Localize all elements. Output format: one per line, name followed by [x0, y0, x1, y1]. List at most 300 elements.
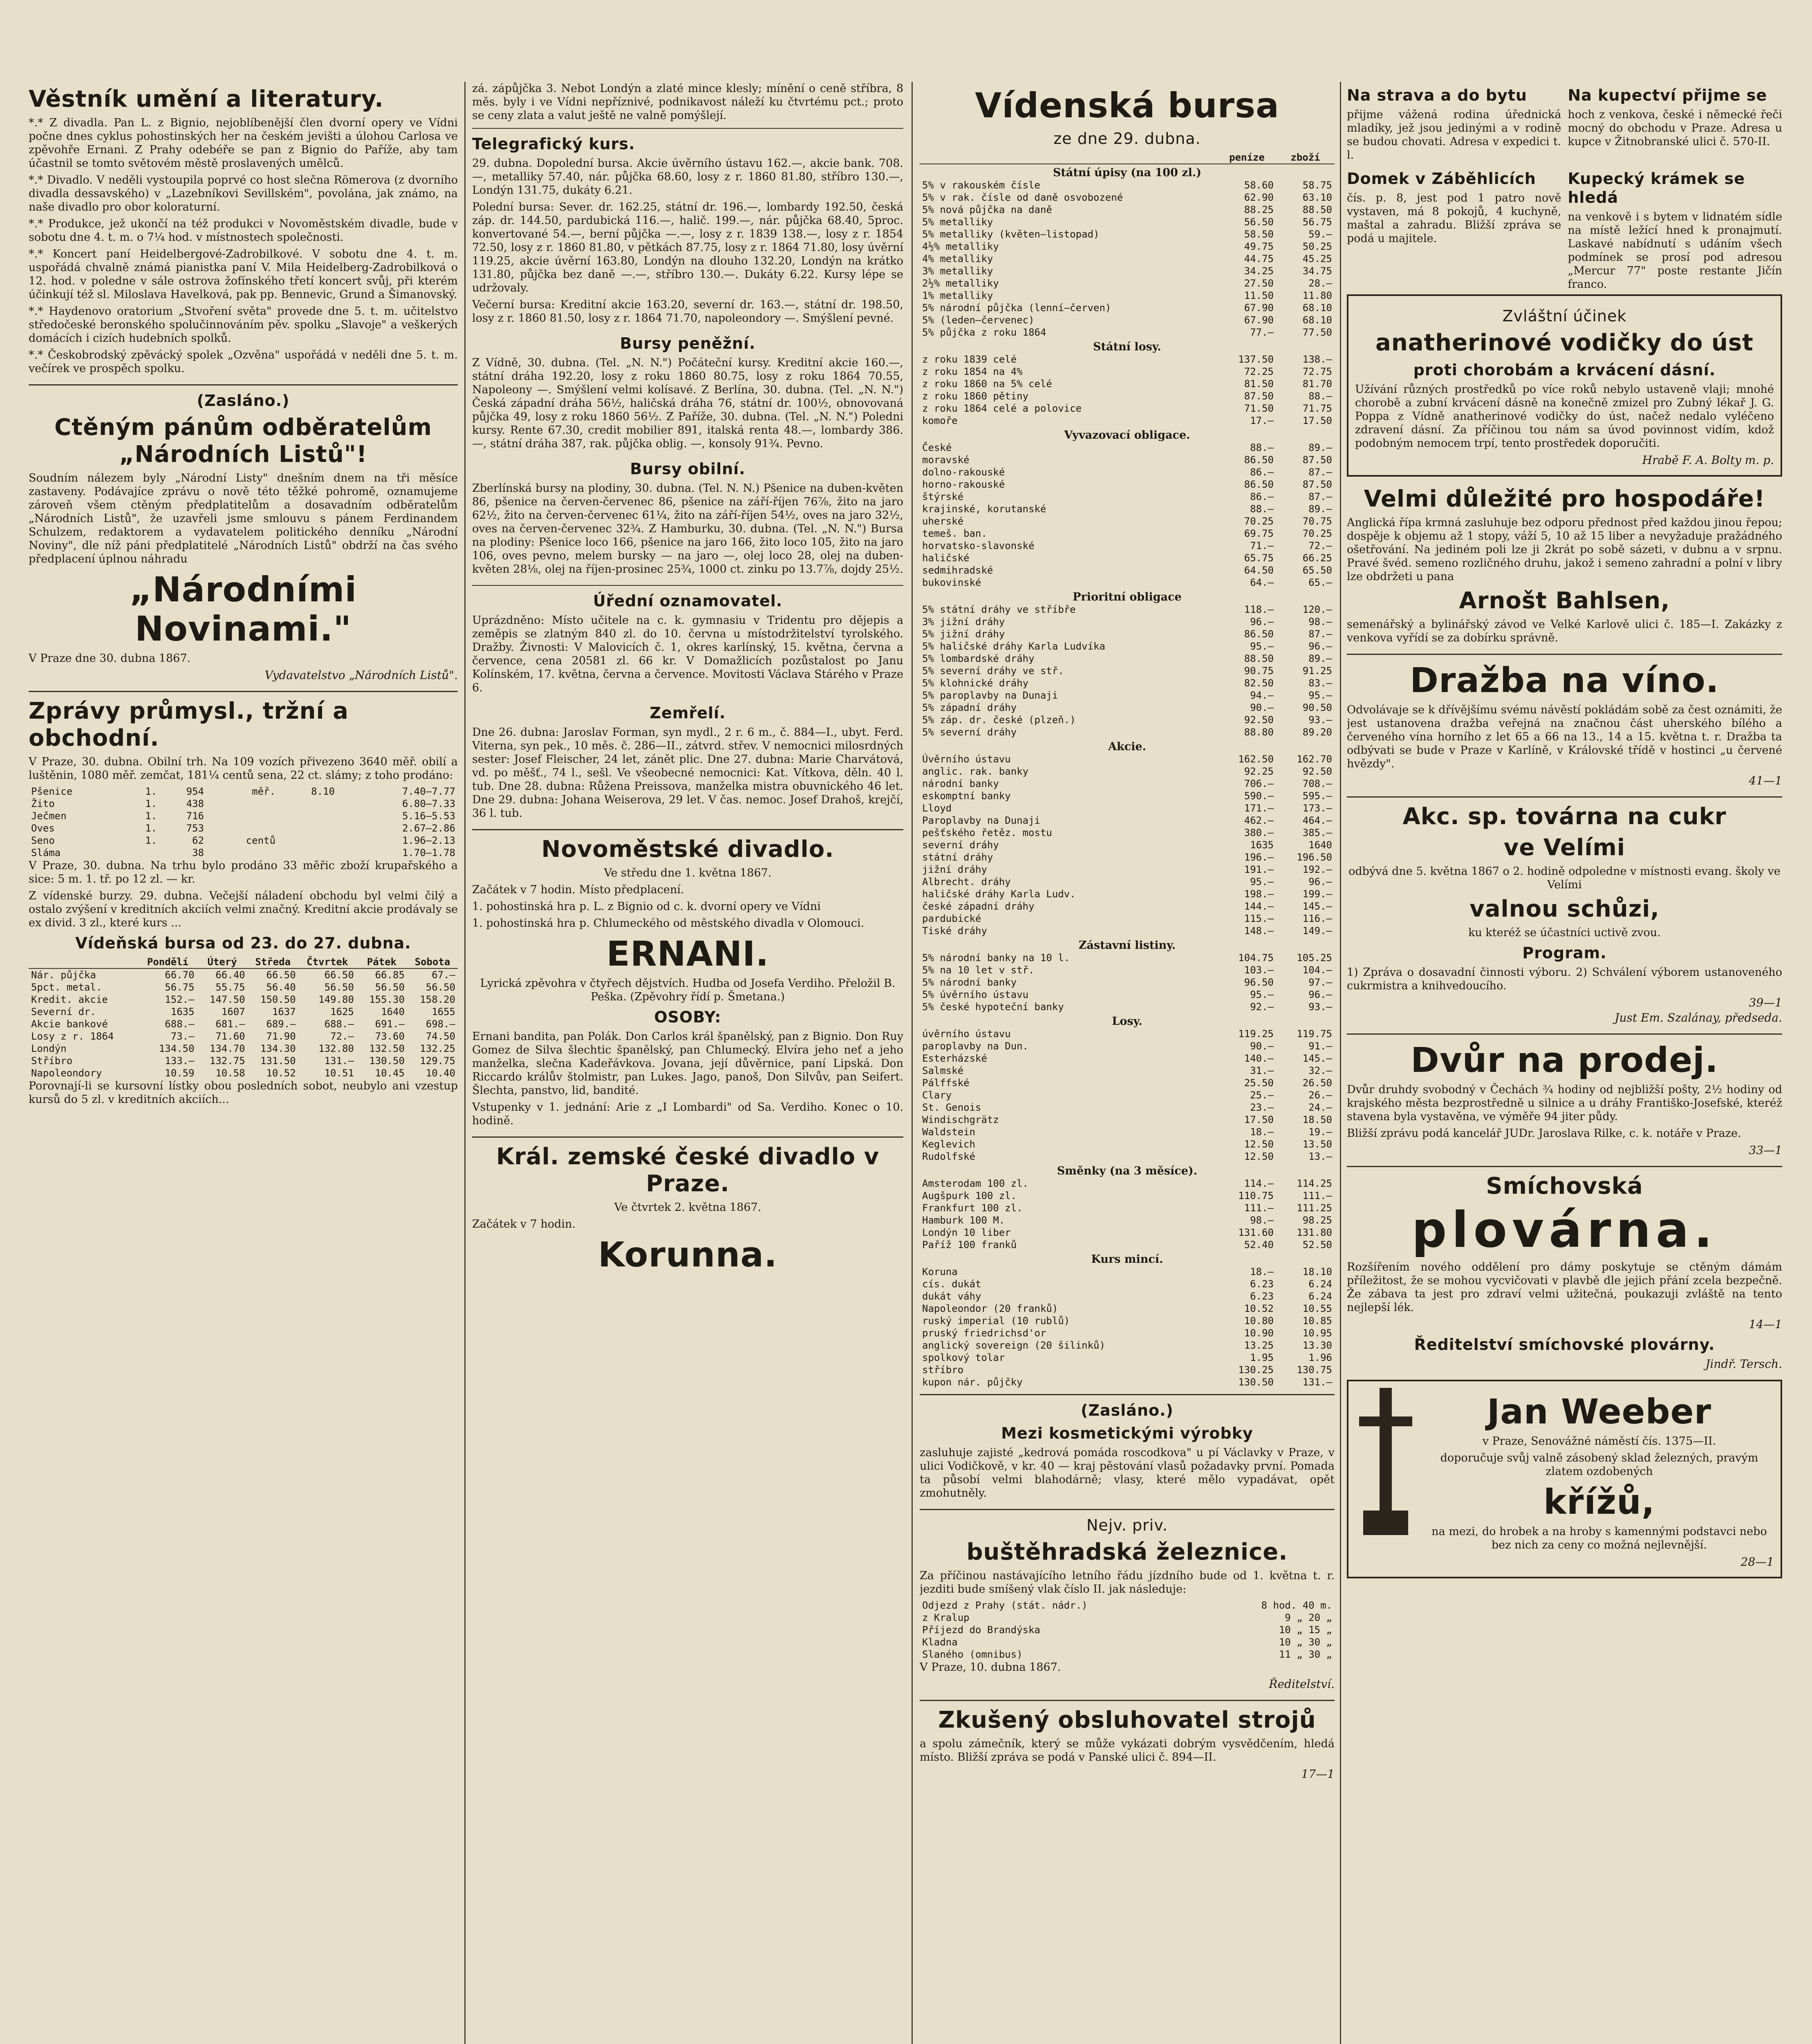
table-cell: Salmské	[922, 1065, 964, 1076]
table-cell: 34.25	[1244, 265, 1274, 277]
paragraph: Polední bursa: Sever. dr. 162.25, státní dr. 196.—, lombardy 192.50, česká záp. dr. 144.50, pardubická 116.—, halič. 199.—, nár. půjčka 68.40, 5proc. konvertované 54.—, berní půjčka —.—, losy z r. 1839 138.—, losy z r. 1854 72.50, losy z r. 1860 81.80, v pětkách 87.75, losy z r. 1864 71.80, losy úvěrní 119.25, akcie úvěrní 163.80, Londýn na dlouho 132.20, Londýn na krátko 131.80, půjčka bez daně —.—, stříbro 130.—. Dukáty 6.22. Kursy lépe se udržovaly.	[472, 201, 903, 294]
anatherin-ad	[1347, 294, 1782, 477]
section-name: Akcie.	[1108, 740, 1146, 753]
table-cell: Akcie bankové	[31, 1018, 108, 1030]
table-row	[920, 827, 1335, 839]
table-cell: 10.85	[1302, 1315, 1332, 1327]
table-cell: Tiské dráhy	[922, 925, 987, 937]
ad-title: Jan Weeber	[1487, 1392, 1712, 1432]
table-cell: Příjezd do Brandýska	[922, 1624, 1040, 1636]
weekly-bursa-table	[29, 956, 458, 1079]
table-row	[920, 240, 1335, 253]
table-row	[920, 353, 1335, 365]
table-cell: 89.—	[1308, 503, 1332, 515]
table-cell: 5% v rakouském čísle	[922, 179, 1040, 191]
ad-body: přijme vážená rodina úřednická mladíky, jež jsou jedinými a v rodině se budou chovati. Adresa v expedici t. l.	[1347, 108, 1561, 161]
section-name: Vyvazovací obligace.	[1064, 429, 1190, 442]
table-row	[920, 478, 1335, 491]
cukrovar-ad	[1347, 803, 1782, 1024]
novomestske-program	[472, 836, 903, 1127]
obilni-section	[472, 459, 903, 576]
table-cell: krajinské, korutanské	[922, 503, 1046, 515]
table-cell: 67.90	[1244, 302, 1274, 314]
table-cell: 31.—	[1250, 1065, 1274, 1076]
ad-body: hoch z venkova, české i německé řeči mocný do obchodu v Praze. Adresa u kupce v Žitnobranské ulici č. 570-II.	[1568, 108, 1782, 148]
notice-headline: Ctěným pánům odběratelům „Národních Listů"!	[54, 414, 432, 468]
table-row	[920, 652, 1335, 665]
table-cell	[278, 847, 337, 859]
table-cell: 50.25	[1302, 241, 1332, 252]
table-row	[920, 988, 1335, 1001]
small-ads-row	[1347, 165, 1782, 294]
table-cell: 77.—	[1250, 327, 1274, 338]
ad-signature: Just Em. Szalánay, předseda.	[1615, 1011, 1782, 1024]
table-cell: 5% české hypoteční banky	[922, 1001, 1064, 1013]
ad-title: buštěhradská železnice.	[966, 1539, 1288, 1565]
table-row	[920, 778, 1335, 790]
table-cell: 88.—	[1250, 503, 1274, 515]
table-row	[29, 1067, 458, 1079]
table-cell: 10.59	[165, 1067, 195, 1079]
table-row	[29, 810, 458, 822]
table-cell: 66.85	[375, 969, 405, 981]
section-name: Státní úpisy (na 100 zl.)	[1053, 166, 1202, 179]
divider	[472, 128, 903, 129]
theatre-start: Začátek v 7 hodin. Místo předplacení.	[472, 883, 684, 896]
table-cell: 138.—	[1302, 354, 1332, 365]
table-cell: 87.50	[1244, 390, 1274, 402]
table-cell: 5% (leden—červenec)	[922, 314, 1035, 326]
theatre-date: Ve čtvrtek 2. května 1867.	[614, 1201, 762, 1214]
table-cell: cís. dukát	[922, 1278, 981, 1290]
section-name: Směnky (na 3 měsíce).	[1057, 1165, 1198, 1177]
table-cell: Oves	[31, 823, 55, 834]
divider	[472, 1136, 903, 1138]
table-cell: 88.80	[1244, 726, 1274, 738]
table-cell: bukovinské	[922, 577, 981, 588]
table-row	[920, 289, 1335, 302]
table-row	[920, 1648, 1335, 1661]
telegraf-section	[472, 134, 903, 325]
table-cell: 162.50	[1238, 753, 1274, 765]
table-cell: 96.—	[1308, 989, 1332, 1000]
table-row	[920, 726, 1335, 738]
table-cell: 66.50	[324, 969, 354, 981]
table-cell: dolno-rakouské	[922, 466, 1005, 478]
table-cell: 1625	[330, 1006, 354, 1018]
zpravy-section	[29, 698, 458, 1106]
table-cell: 12.50	[1244, 1139, 1274, 1150]
table-cell: horvatsko-slavonské	[922, 540, 1035, 551]
table-cell: 56.75	[165, 982, 195, 993]
table-row	[920, 552, 1335, 564]
table-cell: centů	[246, 835, 275, 846]
section-title: Telegrafický kurs.	[472, 135, 635, 153]
table-cell: národní banky	[922, 778, 999, 789]
table-row	[920, 564, 1335, 576]
paragraph: Z vídenské burzy. 29. dubna. Večejší náladení obchodu byl velmi čilý a ostalo zvýšení v kreditních akciích velmi značný. Kreditní akcie prodávaly se ex divid. 3 zl., které kurs ...	[29, 890, 458, 929]
table-cell: 5% metalliky (květen—listopad)	[922, 229, 1100, 240]
table-cell: 92.50	[1244, 714, 1274, 726]
table-cell: 73.—	[170, 1031, 195, 1042]
table-row	[920, 1052, 1335, 1065]
table-row	[920, 628, 1335, 640]
table-cell: 131.50	[260, 1055, 296, 1067]
table-row	[920, 1138, 1335, 1150]
kral-divadlo-program	[472, 1143, 903, 1274]
ad-body: Rozšířením nového oddělení pro dámy poskytuje se ctěným dámám příležitost, že se mohou vycvičovati v plavbě dle jejich přání zcela bezpečně. Že zábava ta jest pro zdraví velmi užitečná, poukazuji zvláště na tento nejlepší lék.	[1347, 1261, 1782, 1314]
table-cell: 13.—	[1308, 1151, 1332, 1162]
column-3	[920, 82, 1335, 2044]
table-row	[920, 491, 1335, 503]
table-cell: 149.—	[1302, 925, 1332, 937]
section-row	[920, 427, 1335, 442]
table-cell: 18.—	[1250, 1126, 1274, 1138]
table-row	[920, 1624, 1335, 1636]
table-cell: 5% záp. dr. české (plzeň.)	[922, 714, 1076, 726]
table-cell: 3% metalliky	[922, 265, 993, 277]
table-row	[920, 576, 1335, 589]
grain-price-table	[29, 785, 458, 859]
table-cell: 94.—	[1250, 690, 1274, 701]
table-row	[920, 515, 1335, 527]
table-cell	[278, 822, 337, 834]
table-cell: 92.25	[1244, 766, 1274, 777]
table-row	[920, 790, 1335, 802]
table-cell: 196.50	[1297, 852, 1332, 863]
table-cell: stříbro	[922, 1364, 964, 1376]
table-cell: 6.80—7.33	[402, 798, 455, 809]
table-cell: 89.—	[1308, 442, 1332, 453]
table-cell: 49.75	[1244, 241, 1274, 252]
paragraph: *.* Produkce, jež ukončí na též produkci v Novoměstském divadle, bude v sobotu dne 4. t. m. o 7¼ hod. v místnostech společnosti.	[29, 217, 458, 244]
table-cell: 83.—	[1308, 677, 1332, 689]
table-cell	[206, 810, 278, 822]
table-cell: 706.—	[1244, 778, 1274, 789]
paragraph: Zberlínská bursy na plodiny, 30. dubna. (Tel. N. N.) Pšenice na duben-květen 86, pšenice na červen-červenec 86, pšenice na září-říjen 76⅞, žito na jaro 62½, žito na červen-červenec 61¼, žito na září-říjen 54½, oves na jaro 32½, oves na červen-červenec 32¾. Z Hamburku, 30. dubna. (Tel. „N. N.") Bursa na plodiny: Pšenice loco 166, pšenice na jaro 166, žito loco 105, žito na jaro 106, oves pevno, melem bursky — na jaro —, olej loco 28, olej na duben-květen 28⅛, olej na říjen-prosinec 25¾, 1000 ct. zinku po 13.7⅞, dojdy 25½.	[472, 482, 903, 576]
table-cell: 70.25	[1244, 515, 1274, 527]
table-cell: 110.75	[1238, 1190, 1274, 1201]
table-cell: České	[922, 442, 952, 453]
table-cell: 129.75	[420, 1055, 455, 1067]
table-row	[920, 466, 1335, 478]
table-row	[920, 277, 1335, 289]
theatre-line: 1. pohostinská hra p. Chlumeckého od městského divadla v Olomouci.	[472, 917, 865, 930]
notice-tag: (Zasláno.)	[1081, 1401, 1174, 1419]
table-row	[920, 802, 1335, 814]
table-cell: 77.50	[1302, 327, 1332, 338]
table-cell: 198.—	[1244, 888, 1274, 900]
table-cell: 96.—	[1308, 641, 1332, 652]
column-4	[1347, 82, 1782, 2044]
table-cell: 5% severní dráhy	[922, 726, 1017, 738]
section-row	[920, 738, 1335, 753]
table-cell: 92.—	[1250, 1001, 1274, 1013]
table-cell: 1640	[1308, 839, 1332, 851]
paragraph: 29. dubna. Dopolední bursa. Akcie úvěrního ústavu 162.—, akcie bank. 708.—, metalliky 57.40, nár. půjčka 68.60, losy z r. 1860 81.80, stříbro 130.—, Londýn 131.75, dukáty 6.21.	[472, 157, 903, 197]
ad-title: Velmi důležité pro hospodáře!	[1364, 486, 1765, 512]
table-cell: 131.80	[1297, 1227, 1332, 1238]
table-row	[920, 603, 1335, 616]
table-row	[920, 814, 1335, 827]
table-cell: 148.—	[1244, 925, 1274, 937]
ad-body: semenářský a bylinářský závod ve Velké Karlově ulici č. 185—I. Zakázky z venkova vyřídí se za dobírku správně.	[1347, 618, 1782, 644]
table-cell: 23.—	[1250, 1102, 1274, 1113]
table-row	[920, 753, 1335, 765]
job-ad	[920, 1707, 1335, 1781]
table-row	[920, 503, 1335, 515]
section-row	[920, 937, 1335, 952]
table-cell: Napoleondory	[31, 1067, 102, 1079]
ad-body: Odvolávaje se k dřívějšímu svému návěstí pokládám sobě za čest oznámiti, že jest ustanovena dražba veřejná na značnou část uherského bílého a červeného vína horního z let 65 a 66 na 13., 14 a 15. května t. r. Dražba ta odbývati se bude v Praze v Karlíně, v Královské třídě v hostinci „u červené hvězdy".	[1347, 704, 1782, 770]
table-row	[920, 179, 1335, 191]
table-cell: 98.—	[1308, 616, 1332, 628]
table-cell: 93.—	[1308, 714, 1332, 726]
table-cell: Kladna	[922, 1636, 958, 1648]
table-cell: Londýn 10 liber	[922, 1227, 1011, 1238]
table-cell: 464.—	[1302, 815, 1332, 826]
paragraph: *.* Haydenovo oratorium „Stvoření světa" provede dne 5. t. m. učitelstvo středočeské beronského spolučinnováním pěv. spolku „Slavoje" a veškerých domácích i cizích hudebních spolků.	[29, 305, 458, 345]
table-cell: 88.50	[1302, 204, 1332, 215]
table-row	[920, 1278, 1335, 1290]
ad-title: Dražba na víno.	[1410, 660, 1719, 700]
table-cell: 681.—	[215, 1018, 245, 1030]
table-cell: Slaného (omnibus)	[922, 1649, 1023, 1660]
table-row	[920, 527, 1335, 540]
table-cell: 111.—	[1302, 1190, 1332, 1201]
table-row	[920, 714, 1335, 726]
ad-highlight: valnou schůzi,	[1469, 896, 1660, 922]
table-cell: Odjezd z Prahy (stát. nádr.)	[922, 1600, 1088, 1611]
ad-signature: Jindř. Tersch.	[1705, 1357, 1782, 1371]
table-cell: 103.—	[1244, 964, 1274, 976]
table-cell: 88.—	[1250, 442, 1274, 453]
table-cell: 130.50	[369, 1055, 405, 1067]
table-cell: ruský imperial (10 rublů)	[922, 1315, 1070, 1327]
table-cell: měř.	[252, 786, 275, 797]
ad-kupectvi	[1568, 82, 1783, 165]
table-cell: 11.80	[1302, 290, 1332, 301]
table-cell: 1655	[432, 1006, 455, 1018]
table-row	[29, 1018, 458, 1030]
vestnik-section	[29, 86, 458, 375]
column-rule	[912, 82, 913, 2044]
table-cell	[206, 822, 278, 834]
table-row	[920, 1339, 1335, 1351]
paragraph: *.* Koncert paní Heidelbergové-Zadrobilkové. V sobotu dne 4. t. m. uspořádá chvalně známá pianistka paní V. Mila Heidelberg-Zadrobilková o 12. hod. v poledne v sále ostrova žofínského třetí koncert svůj, při kterém účinkují též sl. Miloslava Havelková, pak pp. Bennevic, Grund a Šimanovský.	[29, 248, 458, 301]
penezni-section	[472, 334, 903, 450]
column-rule	[1340, 82, 1341, 2044]
section-row	[920, 1163, 1335, 1177]
table-cell: 93.—	[1308, 1001, 1332, 1013]
table-cell: 56.50	[426, 982, 455, 993]
ad-subtitle: ve Velími	[1503, 834, 1626, 861]
table-row	[920, 1126, 1335, 1138]
table-cell: 45.25	[1302, 253, 1332, 264]
table-cell: 87.50	[1302, 454, 1332, 466]
table-cell: 5% jižní dráhy	[922, 628, 1005, 640]
table-row	[920, 415, 1335, 427]
table-cell: 150.50	[260, 994, 296, 1005]
ad-strava	[1347, 82, 1561, 165]
table-cell: Napoleondor (20 franků)	[922, 1303, 1058, 1314]
table-cell: 10.95	[1302, 1327, 1332, 1339]
table-cell: 6.23	[1250, 1291, 1274, 1302]
table-cell: 96.—	[1250, 616, 1274, 628]
theatre-line: 1. pohostinská hra p. L. z Bignio od c. k. dvorní opery ve Vídni	[472, 900, 821, 913]
table-cell: 10.40	[426, 1067, 455, 1079]
table-row	[29, 1030, 458, 1042]
table-cell: 111.—	[1244, 1202, 1274, 1214]
table-cell: z roku 1860 pětiny	[922, 390, 1029, 402]
table-cell: z roku 1860 na 5% celé	[922, 378, 1052, 390]
table-cell: 97.—	[1308, 977, 1332, 988]
cast-title: OSOBY:	[654, 1008, 721, 1026]
table-cell: 595.—	[1302, 790, 1332, 802]
table-cell: sedmihradské	[922, 565, 993, 576]
table-row	[920, 1611, 1335, 1624]
table-cell: 66.25	[1302, 552, 1332, 564]
table-cell: 132.50	[369, 1043, 405, 1054]
table-cell: severní dráhy	[922, 839, 999, 851]
table-row	[29, 798, 458, 810]
table-cell: 71.60	[215, 1031, 245, 1042]
table-cell: 1.95	[1250, 1352, 1274, 1363]
table-cell: 131.—	[1302, 1376, 1332, 1388]
table-row	[920, 326, 1335, 338]
table-row	[29, 822, 458, 834]
table-cell: 1635	[1250, 839, 1274, 851]
table-cell: 116.—	[1302, 913, 1332, 924]
divider	[472, 585, 903, 586]
table-row	[920, 442, 1335, 454]
table-cell: 111.25	[1297, 1202, 1332, 1214]
table-cell: 11.50	[1244, 290, 1274, 301]
table-row	[920, 1290, 1335, 1302]
theatre-title: Král. zemské české divadlo v Praze.	[496, 1143, 880, 1197]
column-rule	[464, 82, 466, 2044]
table-cell: 5% státní dráhy ve stříbře	[922, 604, 1076, 615]
table-cell: 5% národní banky na 10 l.	[922, 952, 1070, 964]
section-title: Úřední oznamovatel.	[593, 592, 783, 610]
table-row	[29, 1042, 458, 1055]
section-name: Kurs mincí.	[1091, 1253, 1163, 1266]
table-cell: 66.50	[266, 969, 296, 981]
bustehrad-railway-ad	[920, 1516, 1335, 1691]
ad-domek	[1347, 165, 1561, 294]
table-cell: Amsterodam 100 zl.	[922, 1178, 1029, 1189]
table-cell: pruský friedrichsd'or	[922, 1327, 1046, 1339]
section-row	[920, 1251, 1335, 1266]
table-row	[920, 1239, 1335, 1251]
table-row	[920, 1040, 1335, 1052]
ad-note: na mezi, do hrobek a na hroby s kamennými podstavci nebo bez nich za ceny co možná nejlevnější.	[1431, 1525, 1767, 1551]
table-cell: 67.90	[1244, 314, 1274, 326]
table-cell: 72.25	[1244, 366, 1274, 377]
table-cell: Windischgrätz	[922, 1114, 999, 1125]
divider	[920, 1700, 1335, 1701]
table-cell: 10.51	[324, 1067, 354, 1079]
table-row	[920, 191, 1335, 204]
table-cell: Keglevich	[922, 1139, 976, 1150]
plovarna-ad	[1347, 1173, 1782, 1371]
table-row	[920, 265, 1335, 277]
ad-number: 28—1	[1740, 1555, 1774, 1569]
table-cell: 688.—	[165, 1018, 195, 1030]
table-cell: 5% paroplavby na Dunaji	[922, 690, 1058, 701]
column-header: Čtvrtek	[298, 956, 356, 968]
table-cell: 144.—	[1244, 901, 1274, 912]
table-cell: 34.75	[1302, 265, 1332, 277]
table-cell: 12.50	[1244, 1151, 1274, 1162]
table-cell: 1635	[170, 1006, 195, 1018]
table-cell: St. Genois	[922, 1102, 981, 1113]
table-cell: 6.23	[1250, 1278, 1274, 1290]
table-cell: Koruna	[922, 1266, 958, 1278]
table-cell: Seno	[31, 835, 55, 846]
table-row	[920, 765, 1335, 778]
table-cell: 66.70	[165, 969, 195, 981]
table-cell: 120.—	[1302, 604, 1332, 615]
paragraph: *.* Z divadla. Pan L. z Bignio, nejoblíbenější člen dvorní opery ve Vídni počne dnes cyklus pohostinských her na českém jevišti a úlohou Carlosa ve zpěvohře Ernani. Z Prahy odebéře se pan z Bignio do Paříže, aby tam účastnil se tomto světovém městě proslavených umělců.	[29, 117, 458, 170]
table-cell: 5% půjčka z roku 1864	[922, 327, 1046, 338]
table-cell: eskomptní banky	[922, 790, 1011, 802]
table-row	[920, 1302, 1335, 1315]
column-header: Pondělí	[139, 956, 197, 968]
table-row	[920, 964, 1335, 976]
table-cell: Lloyd	[922, 802, 952, 814]
table-cell: 5% metalliky	[922, 216, 993, 228]
table-cell: 72.—	[1308, 540, 1332, 551]
table-cell: 5% lombardské dráhy	[922, 653, 1035, 664]
table-row	[920, 1150, 1335, 1163]
table-cell: 954	[186, 786, 204, 797]
table-cell: 590.—	[1244, 790, 1274, 802]
table-cell: 13.30	[1302, 1340, 1332, 1351]
table-cell: 134.30	[260, 1043, 296, 1054]
table-cell: 5% klohnické dráhy	[922, 677, 1029, 689]
table-cell: 89.—	[1308, 653, 1332, 664]
table-cell: 4½% metalliky	[922, 241, 999, 252]
notice-headline: Mezi kosmetickými výrobky	[1001, 1424, 1253, 1442]
table-cell: 70.75	[1302, 515, 1332, 527]
table-cell: 44.75	[1244, 253, 1274, 264]
ad-pretitle: Nejv. priv.	[1086, 1516, 1168, 1534]
table-cell: 56.50	[324, 982, 354, 993]
table-cell: 72.75	[1302, 366, 1332, 377]
ad-title-large: plovárna.	[1411, 1202, 1718, 1259]
ad-number: 39—1	[1749, 996, 1782, 1009]
table-cell: 115.—	[1244, 913, 1274, 924]
table-cell: 82.50	[1244, 677, 1274, 689]
table-cell: Stříbro	[31, 1055, 73, 1067]
crucifix-icon	[1355, 1388, 1416, 1535]
table-cell: Losy z r. 1864	[31, 1031, 114, 1042]
table-cell: 5% na 10 let v stř.	[922, 964, 1035, 976]
theatre-date: Ve středu dne 1. května 1867.	[604, 867, 772, 879]
ad-date: V Praze, 10. dubna 1867.	[920, 1661, 1061, 1674]
table-cell: státní dráhy	[922, 852, 993, 863]
play-title: ERNANI.	[606, 934, 769, 974]
narodni-noviny: „Národními Novinami."	[129, 569, 357, 649]
table-row	[920, 1089, 1335, 1101]
table-cell: 18.50	[1302, 1114, 1332, 1125]
table-row	[920, 302, 1335, 314]
table-cell: Hamburk 100 M.	[922, 1215, 1005, 1226]
table-cell: komoře	[922, 415, 958, 426]
table-cell: 4% metalliky	[922, 253, 993, 264]
section-title: Zprávy průmysl., tržní a obchodní.	[29, 698, 349, 751]
